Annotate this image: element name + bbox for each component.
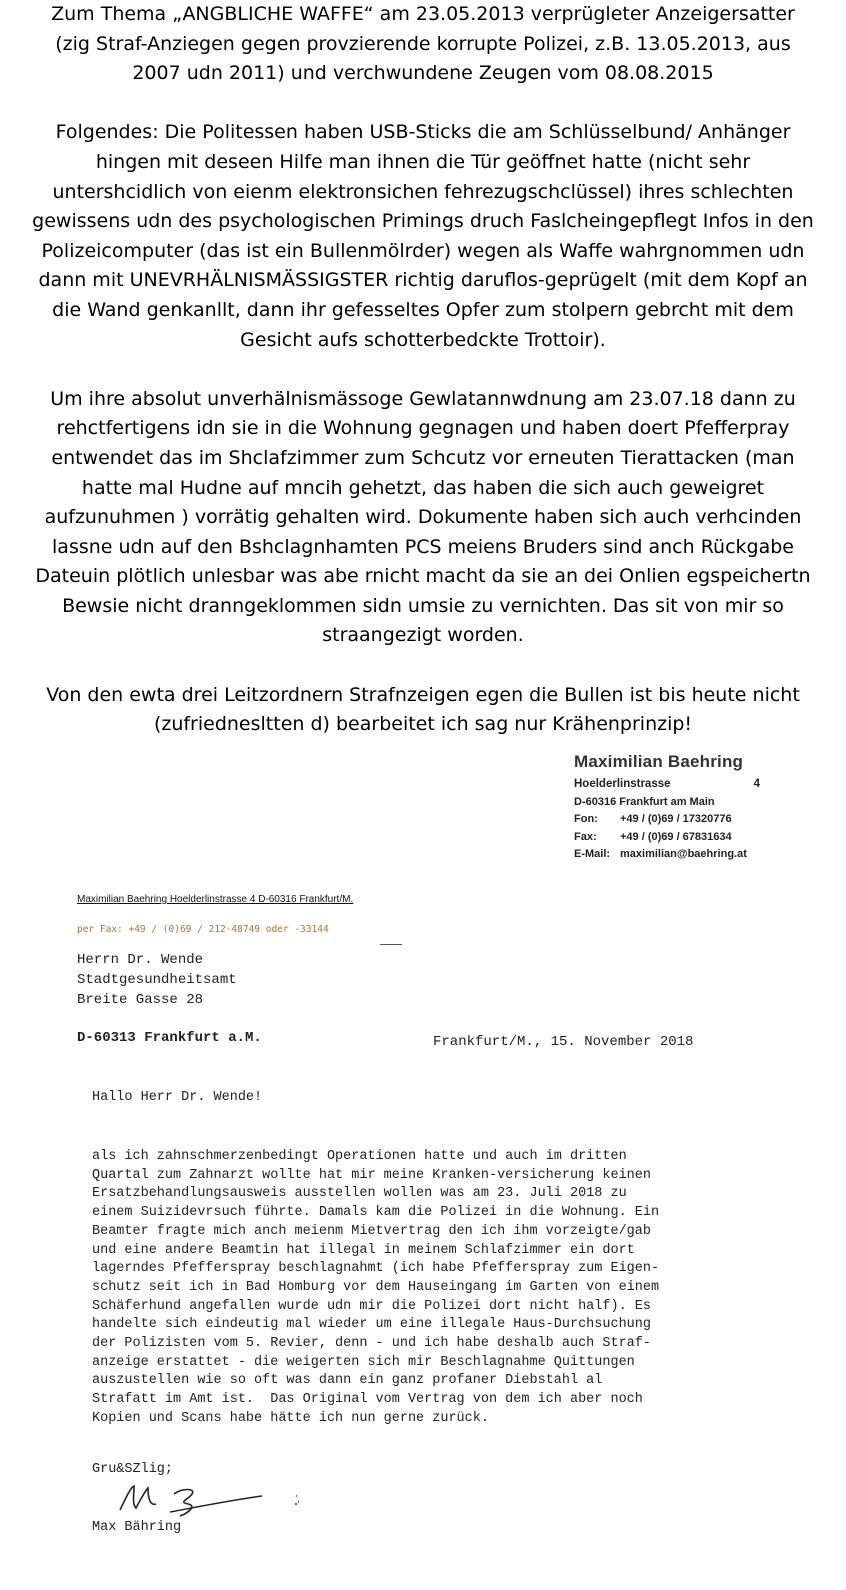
body-line: schutz seit ich in Bad Homburg vor dem Hauseingang im Garten von einem bbox=[92, 1279, 660, 1295]
sender-letterhead bbox=[574, 752, 760, 864]
body-line: Schäferhund angefallen wurde udn mir die Polizei dort nicht half). Es bbox=[92, 1298, 651, 1314]
letter-closing: Gru&SZlig; bbox=[92, 1462, 174, 1477]
intro-paragraph-4 bbox=[10, 681, 836, 740]
email-value: maximilian@baehring.at bbox=[620, 848, 747, 860]
sender-fon bbox=[574, 811, 760, 829]
intro-line: dann mit UNEVRHÄLNISMÄSSIGSTER richtig daruflos-geprügelt (mit dem Kopf an bbox=[38, 269, 808, 292]
letter-body bbox=[92, 1148, 732, 1429]
body-line: und eine andere Beamtin hat illegal in meinem Schlafzimmer ein dort bbox=[92, 1242, 635, 1258]
intro-line: (zig Straf-Anziegen gegen provzierende korrupte Polizei, z.B. 13.05.2013, aus bbox=[55, 32, 791, 55]
sender-fax bbox=[574, 829, 760, 847]
intro-paragraph-3 bbox=[10, 385, 836, 651]
intro-paragraph-1 bbox=[10, 0, 836, 89]
recipient-line: Stadtgesundheitsamt bbox=[77, 972, 237, 988]
intro-line: hatte mal Hudne auf mncih gehetzt, das haben die sich auch geweigret bbox=[81, 476, 765, 499]
recipient-line: Breite Gasse 28 bbox=[77, 992, 204, 1008]
fax-value: +49 / (0)69 / 67831634 bbox=[620, 830, 732, 843]
body-line: Ersatzbehandlungsausweis ausstellen wollen was am 23. Juli 2018 zu bbox=[92, 1186, 627, 1202]
body-line: Beamter fragte mich anch meienm Mietvertrag den ich ihm vorzeigte/gab bbox=[92, 1223, 651, 1239]
body-line: lagerndes Pfefferspray beschlagnahmt (ich habe Pfefferspray zum Eigen- bbox=[92, 1261, 660, 1277]
sender-street bbox=[574, 776, 760, 794]
scanned-letter bbox=[0, 738, 846, 1590]
intro-line: untershcidlich von eienm elektronsichen fehrezugschclüssel) ihres schlechten bbox=[52, 180, 794, 203]
body-line: anzeige erstattet - die weigerten sich mir Beschlagnahme Quittungen bbox=[92, 1354, 635, 1370]
fon-label: Fon: bbox=[574, 813, 598, 825]
body-line: auszustellen wie so oft was dann ein ganz profaner Diebstahl al bbox=[92, 1373, 603, 1389]
intro-line: Dateuin plötlich unlesbar was abe rnicht macht da sie an dei Onlien egspeichertn bbox=[35, 565, 811, 588]
fax-label: Fax: bbox=[574, 830, 597, 843]
signature-name: Max Bähring bbox=[92, 1520, 182, 1535]
body-line: Quartal zum Zahnarzt wollte hat mir meine Kranken-versicherung keinen bbox=[92, 1167, 651, 1183]
scan-mark bbox=[380, 944, 402, 945]
intro-line: Von den ewta drei Leitzordnern Strafnzeigen egen die Bullen ist bis heute nicht bbox=[46, 683, 800, 706]
body-line: Kopien und Scans habe hätte ich nun gerne zurück. bbox=[92, 1410, 489, 1426]
intro-line: Gesicht aufs schotterbedckte Trottoir). bbox=[240, 328, 606, 351]
recipient-city: D-60313 Frankfurt a.M. bbox=[77, 1030, 262, 1046]
intro-text bbox=[10, 0, 836, 740]
sender-city bbox=[574, 794, 760, 812]
intro-line: straangezigt worden. bbox=[322, 624, 524, 647]
intro-line: Bewsie nicht dranngeklommen sidn umsie zu vernichten. Das sit von mir so bbox=[62, 594, 784, 617]
body-line: Strafatt im Amt ist. Das Original vom Vertrag von dem ich aber noch bbox=[92, 1392, 643, 1408]
intro-line: lassne udn auf den Bshclagnhamten PCS meiens Bruders sind anch Rückgabe bbox=[52, 535, 794, 558]
intro-line: Zum Thema „ANGBLICHE WAFFE“ am 23.05.2013 verprügleter Anzeigersatter bbox=[51, 3, 795, 25]
intro-line: Um ihre absolut unverhälnismässoge Gewlatannwdnung am 23.07.18 dann zu bbox=[50, 387, 796, 410]
intro-line: Folgendes: Die Politessen haben USB-Sticks die am Schlüsselbund/ Anhänger bbox=[55, 121, 791, 144]
intro-line: die Wand genkanllt, dann ihr gefesseltes Opfer zum stolpern gebrcht mit dem bbox=[52, 298, 794, 321]
body-line: handelte sich eindeutig mal wieder um eine illegale Haus-Durchsuchung bbox=[92, 1317, 651, 1333]
letter-date: Frankfurt/M., 15. November 2018 bbox=[433, 1034, 694, 1050]
letter-greeting: Hallo Herr Dr. Wende! bbox=[92, 1090, 263, 1105]
intro-paragraph-2 bbox=[10, 118, 836, 355]
intro-line: (zufriednesltten d) bearbeitet ich sag nur Krähenprinzip! bbox=[153, 713, 693, 736]
intro-line: entwendet das im Shclafzimmer zum Schcutz vor erneuten Tierattacken (man bbox=[51, 446, 795, 469]
handwritten-signature bbox=[112, 1480, 322, 1520]
sender-house-number: 4 bbox=[753, 778, 760, 790]
intro-line: hingen mit deseen Hilfe man ihnen die Tür geöffnet hatte (nicht sehr bbox=[95, 150, 751, 173]
intro-line: Polizeicomputer (das ist ein Bullenmölrder) wegen als Waffe wahrgnommen udn bbox=[41, 239, 805, 262]
sender-email bbox=[574, 846, 760, 864]
body-line: als ich zahnschmerzenbedingt Operationen hatte und auch im dritten bbox=[92, 1149, 627, 1164]
intro-line: aufzunuhmen ) vorrätig gehalten wird. Dokumente haben sich auch verhcinden bbox=[44, 506, 802, 529]
sender-city-text: D-60316 Frankfurt am Main bbox=[574, 795, 715, 808]
intro-line: gewissens udn des psychologischen Primings druch Faslcheingepflegt Infos in den bbox=[32, 210, 814, 233]
recipient-address bbox=[77, 950, 237, 1010]
body-line: einem Suizidevrsuch führte. Damals kam die Polizei in die Wohnung. Ein bbox=[92, 1205, 660, 1221]
body-line: der Polizisten vom 5. Revier, denn - und ich habe deshalb auch Straf- bbox=[92, 1336, 651, 1352]
intro-line: 2007 udn 2011) und verchwundene Zeugen vom 08.08.2015 bbox=[132, 62, 714, 85]
intro-line: rehctfertigens idn sie in die Wohnung gegnagen und haben doert Pfefferpray bbox=[56, 417, 790, 440]
return-address: Maximilian Baehring Hoelderlinstrasse 4 D-60316 Frankfurt/M. bbox=[77, 894, 354, 905]
recipient-line: Herrn Dr. Wende bbox=[77, 952, 204, 968]
email-label: E-Mail: bbox=[574, 848, 611, 860]
sender-name: Maximilian Baehring bbox=[574, 752, 744, 771]
sender-street-name: Hoelderlinstrasse bbox=[574, 778, 671, 790]
fon-value: +49 / (0)69 / 17320776 bbox=[620, 813, 732, 825]
fax-instruction: per Fax: +49 / (0)69 / 212-48749 oder -33144 bbox=[77, 924, 329, 935]
